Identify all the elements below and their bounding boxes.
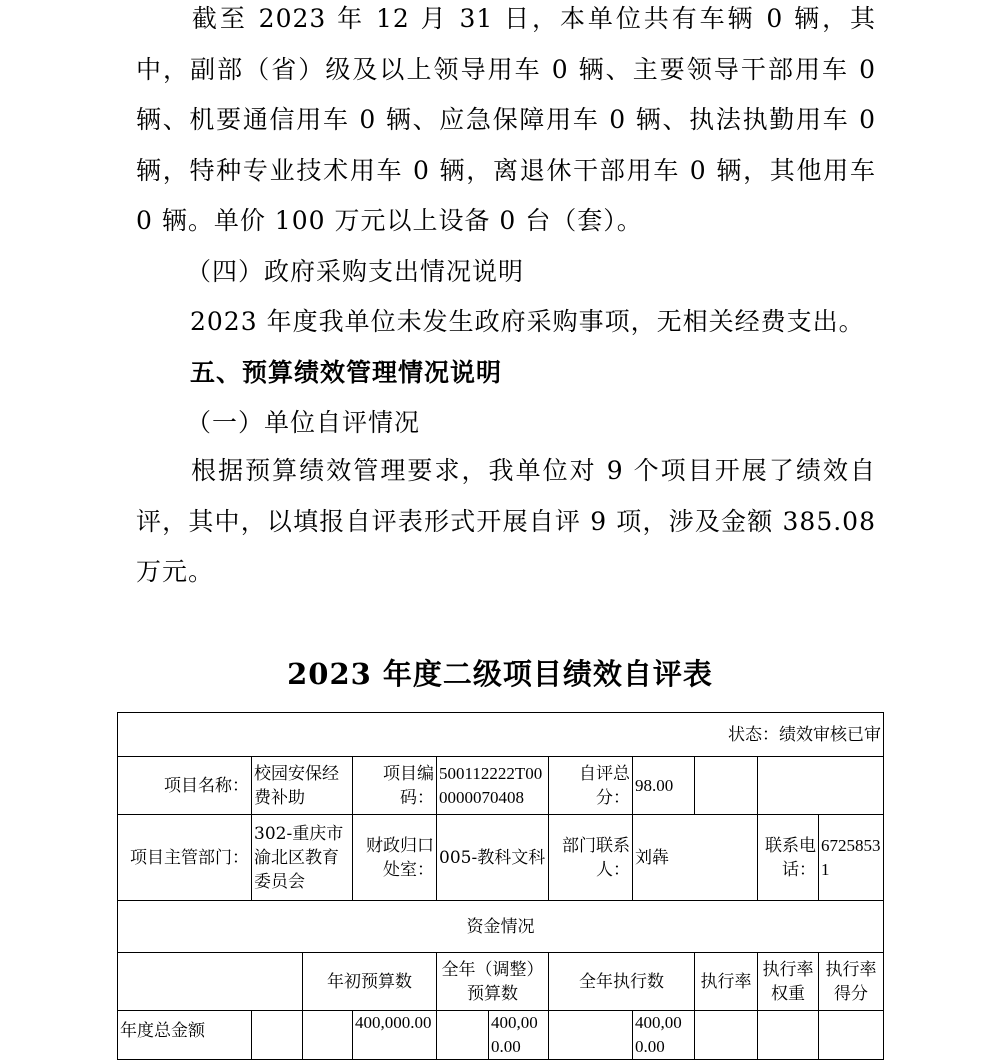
dept-row	[118, 815, 884, 901]
finance-label: 财政归口处室：	[353, 815, 437, 901]
col-rate-score: 执行率得分	[819, 953, 884, 1011]
blank-cell	[549, 1011, 633, 1060]
contact-label: 部门联系人：	[549, 815, 633, 901]
procurement-paragraph: 2023 年度我单位未发生政府采购事项，无相关经费支出。	[190, 307, 865, 336]
col-rate-weight: 执行率权重	[758, 953, 819, 1011]
dept-label: 项目主管部门：	[118, 815, 252, 901]
score-value: 98.00	[633, 757, 695, 815]
total-executed-value: 400,000.00	[633, 1011, 695, 1060]
blank-cell	[758, 757, 884, 815]
blank-cell	[118, 953, 303, 1011]
project-code-label: 项目编码：	[353, 757, 437, 815]
blank-cell	[695, 757, 758, 815]
section-4-heading: （四）政府采购支出情况说明	[186, 257, 525, 286]
phone-label: 联系电话：	[758, 815, 819, 901]
dept-value: 302-重庆市渝北区教育委员会	[252, 815, 353, 901]
project-name-label: 项目名称：	[118, 757, 252, 815]
col-executed: 全年执行数	[549, 953, 695, 1011]
col-initial-budget: 年初预算数	[303, 953, 437, 1011]
score-label: 自评总分：	[549, 757, 633, 815]
col-execution-rate: 执行率	[695, 953, 758, 1011]
project-code-value: 500112222T000000070408	[437, 757, 549, 815]
total-row	[118, 1011, 884, 1060]
col-adjusted-budget: 全年（调整）预算数	[437, 953, 549, 1011]
blank-cell	[819, 1011, 884, 1060]
blank-cell	[252, 1011, 303, 1060]
blank-cell	[303, 1011, 353, 1060]
total-adjusted-value: 400,000.00	[489, 1011, 549, 1060]
contact-value: 刘犇	[633, 815, 758, 901]
self-eval-paragraph	[136, 446, 876, 598]
table-title: 2023 年度二级项目绩效自评表	[287, 657, 713, 691]
status-cell: 状态：绩效审核已审	[118, 713, 884, 757]
self-eval-paragraph-text: 根据预算绩效管理要求，我单位对 9 个项目开展了绩效自评，其中，以填报自评表形式开展自评 9 项，涉及金额 385.08 万元。	[136, 456, 876, 586]
blank-cell	[758, 1011, 819, 1060]
project-row	[118, 757, 884, 815]
funds-header-row	[118, 901, 884, 953]
blank-cell	[437, 1011, 489, 1060]
funds-header: 资金情况	[118, 901, 884, 953]
status-row	[118, 713, 884, 757]
project-name-value: 校园安保经费补助	[252, 757, 353, 815]
evaluation-table	[117, 712, 884, 1060]
section-5-heading: 五、预算绩效管理情况说明	[190, 358, 503, 387]
blank-cell	[695, 1011, 758, 1060]
total-label: 年度总金额	[118, 1011, 252, 1060]
vehicle-paragraph	[136, 0, 876, 247]
total-initial-value: 400,000.00	[353, 1011, 437, 1060]
finance-value: 005-教科文科	[437, 815, 549, 901]
section-5-1-heading: （一）单位自评情况	[186, 408, 421, 437]
phone-value: 67258531	[819, 815, 884, 901]
vehicle-paragraph-text: 截至 2023 年 12 月 31 日，本单位共有车辆 0 辆，其中，副部（省）级及以上领导用车 0 辆、主要领导干部用车 0 辆、机要通信用车 0 辆、应急保障用车 0 辆、执法执勤用车 0 辆，特种专业技术用车 0 辆，离退休干部用车 0 辆，其他用车 0 辆。单价 100 万元以上设备 0 台（套）。	[136, 4, 876, 235]
funds-columns-row	[118, 953, 884, 1011]
